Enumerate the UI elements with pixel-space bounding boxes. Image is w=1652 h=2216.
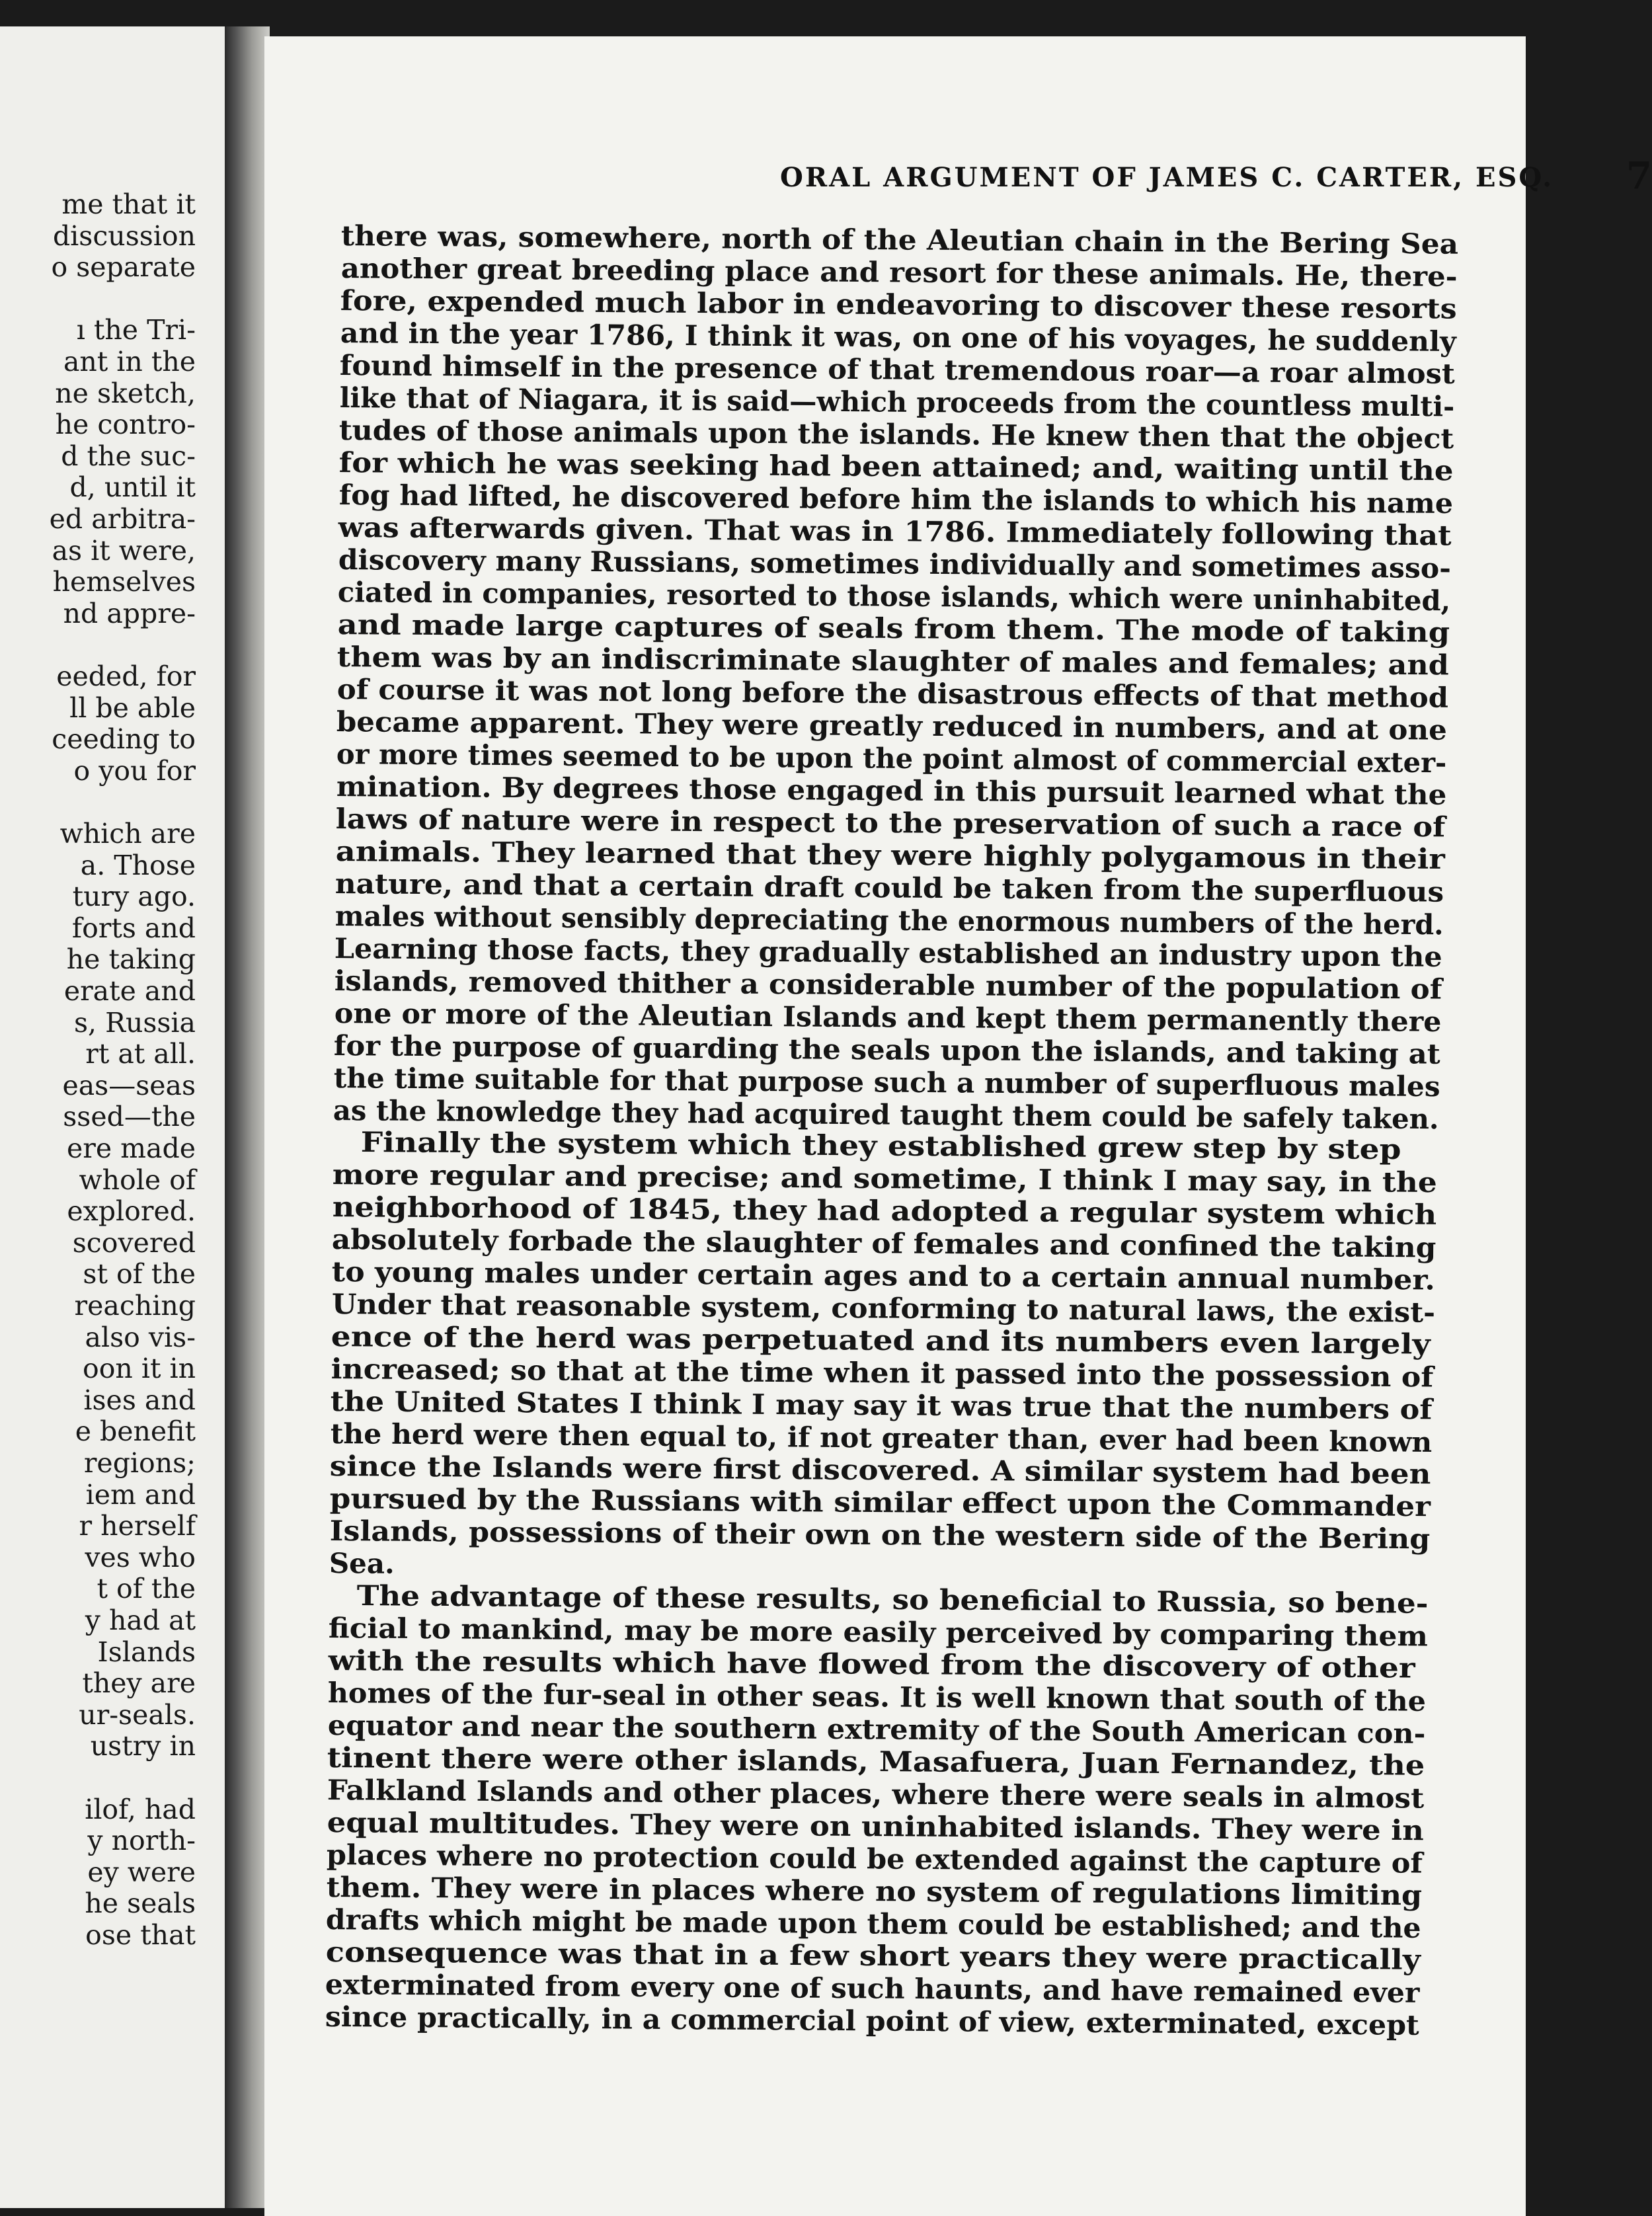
left-page-fragment: Islands xyxy=(97,1636,196,1668)
left-page-fragment: ose that xyxy=(85,1919,196,1951)
text-line: and in the year 1786, I think it was, on one of his voyages, he suddenly xyxy=(340,316,1456,358)
text-line: The advantage of these results, so beneficial to Russia, so bene- xyxy=(356,1579,1429,1620)
left-page-fragment: also vis- xyxy=(85,1321,196,1353)
left-page-fragment: explored. xyxy=(67,1195,196,1228)
text-line: increased; so that at the time when it passed into the possession of xyxy=(331,1353,1434,1394)
text-line: ficial to mankind, may be more easily perceived by comparing them xyxy=(328,1612,1429,1653)
text-line: neighborhood of 1845, they had adopted a regular system which xyxy=(332,1191,1437,1232)
left-page-fragment: y had at xyxy=(85,1604,196,1636)
text-line: since practically, in a commercial point of view, exterminated, except xyxy=(325,2000,1419,2041)
text-line: Sea. xyxy=(329,1547,395,1581)
left-page-fragment: reaching xyxy=(74,1290,196,1322)
text-line: more regular and precise; and sometime, I think I may say, in the xyxy=(332,1158,1438,1199)
left-page-fragment: nd appre- xyxy=(63,597,196,629)
body-text xyxy=(264,36,1526,2216)
text-line: for which he was seeking had been attained; and, waiting until the xyxy=(338,446,1454,487)
left-page-fragment: ant in the xyxy=(63,346,196,377)
text-line: there was, somewhere, north of the Aleutian chain in the Bering Sea xyxy=(340,219,1459,260)
left-page-fragment: eeded, for xyxy=(56,660,196,692)
left-page-fragment: he seals xyxy=(85,1887,196,1920)
text-line: mination. By degrees those engaged in this pursuit learned what the xyxy=(336,770,1447,811)
book-page xyxy=(264,36,1652,2216)
left-page-fragment: as it were, xyxy=(52,534,196,567)
text-line: males without sensibly depreciating the enormous numbers of the herd. xyxy=(334,899,1444,941)
text-line: for the purpose of guarding the seals upon the islands, and taking at xyxy=(333,1029,1441,1070)
left-page-fragment: hemselves xyxy=(52,566,196,598)
left-page-fragment: they are xyxy=(82,1667,196,1700)
text-line: with the results which have flowed from the discovery of other xyxy=(328,1644,1415,1684)
page-number: 7 xyxy=(1626,154,1652,198)
text-line: absolutely forbade the slaughter of females and confined the taking xyxy=(332,1223,1437,1264)
text-line: laws of nature were in respect to the preservation of such a race of xyxy=(335,802,1446,844)
text-line: fore, expended much labor in endeavoring to discover these resorts xyxy=(340,284,1458,325)
left-page-fragment: eas—seas xyxy=(62,1069,196,1101)
left-page-fragment: discussion xyxy=(52,219,196,252)
left-page-fragment: which are xyxy=(59,818,196,850)
text-line: became apparent. They were greatly reduced in numbers, and at one xyxy=(336,705,1448,746)
text-line: Finally the system which they established grew step by step xyxy=(360,1126,1401,1166)
left-page-fragment: ceeding to xyxy=(52,723,196,756)
left-page-fragment: oon it in xyxy=(83,1353,196,1385)
text-line: them was by an indiscriminate slaughter of males and females; and xyxy=(336,640,1450,682)
left-page-fragment: me that it xyxy=(61,188,196,220)
left-page-fragment: e benefit xyxy=(75,1415,196,1448)
book-gutter-shadow xyxy=(225,26,270,2208)
left-page-fragment: ed arbitra- xyxy=(49,503,196,535)
left-page-fragment: ustry in xyxy=(90,1730,196,1762)
text-line: equator and near the southern extremity of the South American con- xyxy=(327,1709,1426,1750)
text-line: places where no protection could be extended against the capture of xyxy=(326,1839,1423,1880)
left-page-fragment: ssed—the xyxy=(63,1101,196,1133)
text-line: since the Islands were first discovered. A similar system had been xyxy=(330,1450,1432,1491)
text-line: islands, removed thither a considerable number of the population of xyxy=(334,964,1442,1006)
text-line: another great breeding place and resort for these animals. He, there- xyxy=(340,251,1458,293)
text-line: fog had lifted, he discovered before him the islands to which his name xyxy=(338,478,1453,520)
left-page-fragment: erate and xyxy=(63,975,196,1007)
text-line: Falkland Islands and other places, where there were seals in almost xyxy=(327,1774,1425,1815)
text-line: pursued by the Russians with similar effect upon the Commander xyxy=(329,1482,1431,1523)
left-page-fragment: t of the xyxy=(97,1573,196,1605)
text-line: equal multitudes. They were on uninhabited islands. They were in xyxy=(327,1806,1424,1847)
text-line: tudes of those animals upon the islands. He knew then that the object xyxy=(338,413,1454,455)
left-page-fragment: ur-seals. xyxy=(79,1698,196,1731)
left-page-fragment: ll be able xyxy=(69,692,196,724)
text-line: them. They were in places where no system of regulations limiting xyxy=(326,1871,1422,1912)
text-line: homes of the fur-seal in other seas. It is well known that south of the xyxy=(327,1677,1427,1718)
text-line: the time suitable for that purpose such a number of superfluous males xyxy=(333,1061,1440,1103)
left-page-fragment: he taking xyxy=(66,943,196,976)
left-page-fragment: tury ago. xyxy=(72,881,196,913)
left-page-fragment: scovered xyxy=(72,1226,196,1259)
text-line: consequence was that in a few short years they were practically xyxy=(325,1936,1421,1976)
text-line: nature, and that a certain draft could be taken from the superfluous xyxy=(334,867,1444,908)
left-page-fragment: ilof, had xyxy=(85,1793,196,1825)
left-page-fragment: ı the Tri- xyxy=(76,314,196,346)
text-line: to young males under certain ages and to a certain annual number. xyxy=(331,1255,1436,1296)
text-line: the United States I think I may say it was true that the numbers of xyxy=(330,1385,1433,1426)
left-page-fragment: he contro- xyxy=(55,409,196,441)
text-line: found himself in the presence of that tremendous roar—a roar almost xyxy=(339,348,1456,390)
text-line: animals. They learned that they were highly polygamous in their xyxy=(335,834,1445,875)
text-line: of course it was not long before the disastrous effects of that method xyxy=(336,672,1449,714)
text-line: as the knowledge they had acquired taught them could be safely taken. xyxy=(333,1093,1439,1135)
left-page-fragment: ves who xyxy=(85,1541,196,1573)
left-page-fragment: r herself xyxy=(79,1510,196,1542)
left-page-fragment: st of the xyxy=(83,1258,196,1290)
text-line: one or more of the Aleutian Islands and kept them permanently there xyxy=(334,996,1442,1038)
left-page-fragment: ne sketch, xyxy=(55,377,196,409)
text-line: Learning those facts, they gradually established an industry upon the xyxy=(334,931,1443,973)
left-page-fragment: rt at all. xyxy=(85,1038,196,1070)
text-line: ence of the herd was perpetuated and its numbers even largely xyxy=(331,1320,1431,1361)
text-line: drafts which might be made upon them could be established; and the xyxy=(325,1903,1422,1944)
left-page-fragment: iem and xyxy=(85,1478,196,1511)
left-page-fragment: ey were xyxy=(87,1856,196,1888)
left-page-fragment: whole of xyxy=(79,1164,196,1196)
left-page-fragment: o separate xyxy=(51,251,196,284)
text-line: Islands, possessions of their own on the western side of the Bering xyxy=(329,1515,1431,1556)
text-line: or more times seemed to be upon the point almost of commercial exter- xyxy=(336,737,1447,779)
text-line: and made large captures of seals from them. The mode of taking xyxy=(337,608,1450,649)
text-line: was afterwards given. That was in 1786. Immediately following that xyxy=(338,510,1452,552)
text-line: tinent there were other islands, Masafuera, Juan Fernandez, the xyxy=(327,1741,1425,1782)
left-page-fragment: s, Russia xyxy=(73,1006,196,1039)
left-page-fragment: forts and xyxy=(71,912,196,944)
text-line: ciated in companies, resorted to those islands, which were uninhabited, xyxy=(337,575,1451,617)
left-page-fragment: d, until it xyxy=(69,471,196,504)
left-page-fragment: a. Those xyxy=(80,849,196,881)
left-page-fragment: ises and xyxy=(83,1384,196,1416)
left-page-fragment: o you for xyxy=(73,754,196,787)
left-page-fragment: d the suc- xyxy=(61,440,196,472)
left-page-fragment: regions; xyxy=(83,1447,196,1479)
text-line: like that of Niagara, it is said—which proceeds from the countless multi- xyxy=(339,381,1455,423)
text-line: the herd were then equal to, if not greater than, ever had been known xyxy=(330,1417,1433,1459)
text-line: discovery many Russians, sometimes individually and sometimes asso- xyxy=(338,543,1451,584)
left-page-fragment: y north- xyxy=(87,1825,196,1857)
text-line: exterminated from every one of such haunts, and have remained ever xyxy=(325,1968,1421,2009)
text-line: Under that reasonable system, conforming to natural laws, the exist- xyxy=(331,1288,1435,1329)
left-page-fragment: ere made xyxy=(67,1132,196,1164)
previous-page-edge xyxy=(0,26,225,2208)
running-header: ORAL ARGUMENT OF JAMES C. CARTER, ESQ. xyxy=(780,162,1554,193)
